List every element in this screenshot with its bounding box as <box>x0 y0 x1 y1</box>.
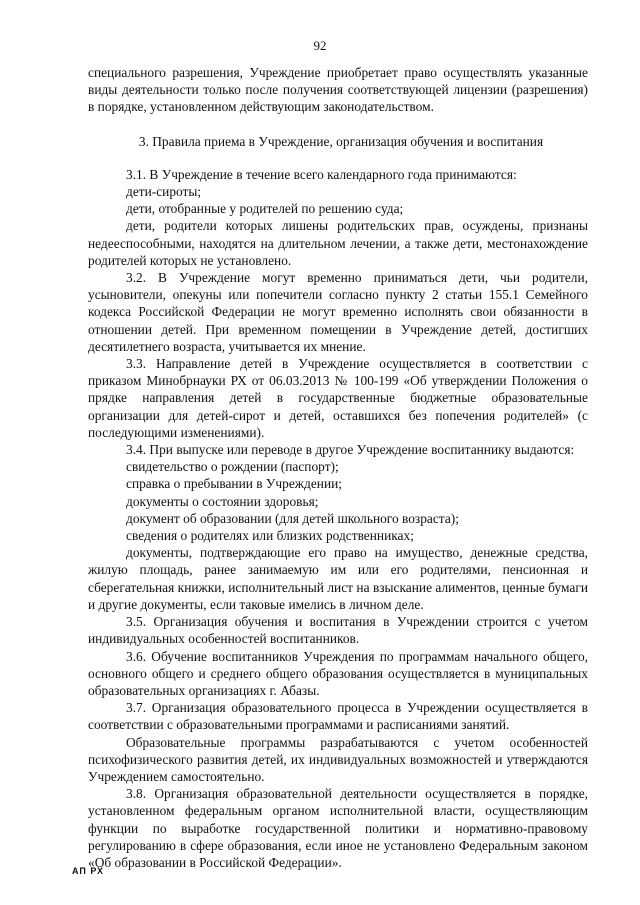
paragraph-3-4: 3.4. При выпуске или переводе в другое Учреждение воспитаннику выдаются: <box>126 442 575 458</box>
list-item: свидетельство о рождении (паспорт); <box>126 459 339 475</box>
list-item: дети, отобранные у родителей по решению суда; <box>126 201 404 217</box>
paragraph-3-7-continued: Образовательные программы разрабатываются с учетом особенностей психофизического развития детей, их индивидуальных возможностей и утверждаются Учреждением самостоятельно. <box>88 734 588 784</box>
list-item: документ об образовании (для детей школьного возраста); <box>126 510 459 526</box>
page-number: 92 <box>313 38 327 53</box>
footer-mark: АП РХ <box>72 866 105 876</box>
paragraph-3-1: 3.1. В Учреждение в течение всего календарного года принимаются: <box>126 166 517 182</box>
list-item: сведения о родителях или близких родственниках; <box>126 528 414 544</box>
paragraph-3-7: 3.7. Организация образовательного процесса в Учреждении осуществляется в соответствии с образовательными программами и расписаниями занятий. <box>88 700 588 733</box>
paragraph-3-8: 3.8. Организация образовательной деятельности осуществляется в порядке, установленном федеральным органом исполнительной власти, осуществляющим функции по выработке государственной политики и нормативно-правовому регулированию в сфере образования, если иное не установлено Федеральным законом «Об образовании в Российской Федерации». <box>88 786 588 870</box>
list-item: документы о состоянии здоровья; <box>126 493 319 509</box>
document-body <box>88 64 588 871</box>
section-title: 3. Правила приема в Учреждение, организация обучения и воспитания <box>138 133 544 149</box>
list-item: дети, родители которых лишены родительских прав, осуждены, признаны недееспособными, находятся на длительном лечении, а также дети, местонахождение родителей которых не установлено. <box>88 218 588 268</box>
list-item: документы, подтверждающие его право на имущество, денежные средства, жилую площадь, ранее занимаемую им или его родителями, пенсионная и сберегательная книжки, исполнительный лист на взыскание алиментов, ценные бумаги и другие документы, если таковые имелись в личном деле. <box>88 545 588 612</box>
list-item: дети-сироты; <box>126 184 202 200</box>
intro-paragraph: специального разрешения, Учреждение приобретает право осуществлять указанные виды деятельности только после получения соответствующей лицензии (разрешения) в порядке, установленном действующим законодательством. <box>88 65 588 115</box>
paragraph-3-5: 3.5. Организация обучения и воспитания в Учреждении строится с учетом индивидуальных особенностей воспитанников. <box>88 614 588 647</box>
paragraph-3-3: 3.3. Направление детей в Учреждение осуществляется в соответствии с приказом Минобрнауки РХ от 06.03.2013 № 100-199 «Об утверждении Положения о прядке направления детей в государственные бюджетные образовательные организации для детей-сирот и детей, оставшихся без попечения родителей» (с последующими изменениями). <box>88 356 588 440</box>
paragraph-3-6: 3.6. Обучение воспитанников Учреждения по программам начального общего, основного общего и среднего общего образования осуществляется в муниципальных образовательных организациях г. Абазы. <box>88 648 588 698</box>
list-item: справка о пребывании в Учреждении; <box>126 476 343 492</box>
paragraph-3-2: 3.2. В Учреждение могут временно приниматься дети, чьи родители, усыновители, опекуны или попечители согласно пункту 2 статьи 155.1 Семейного кодекса Российской Федерации не могут временно исполнять свои обязанности в отношении детей. При временном помещении в Учреждение детей, достигших десятилетнего возраста, учитывается их мнение. <box>88 270 588 354</box>
